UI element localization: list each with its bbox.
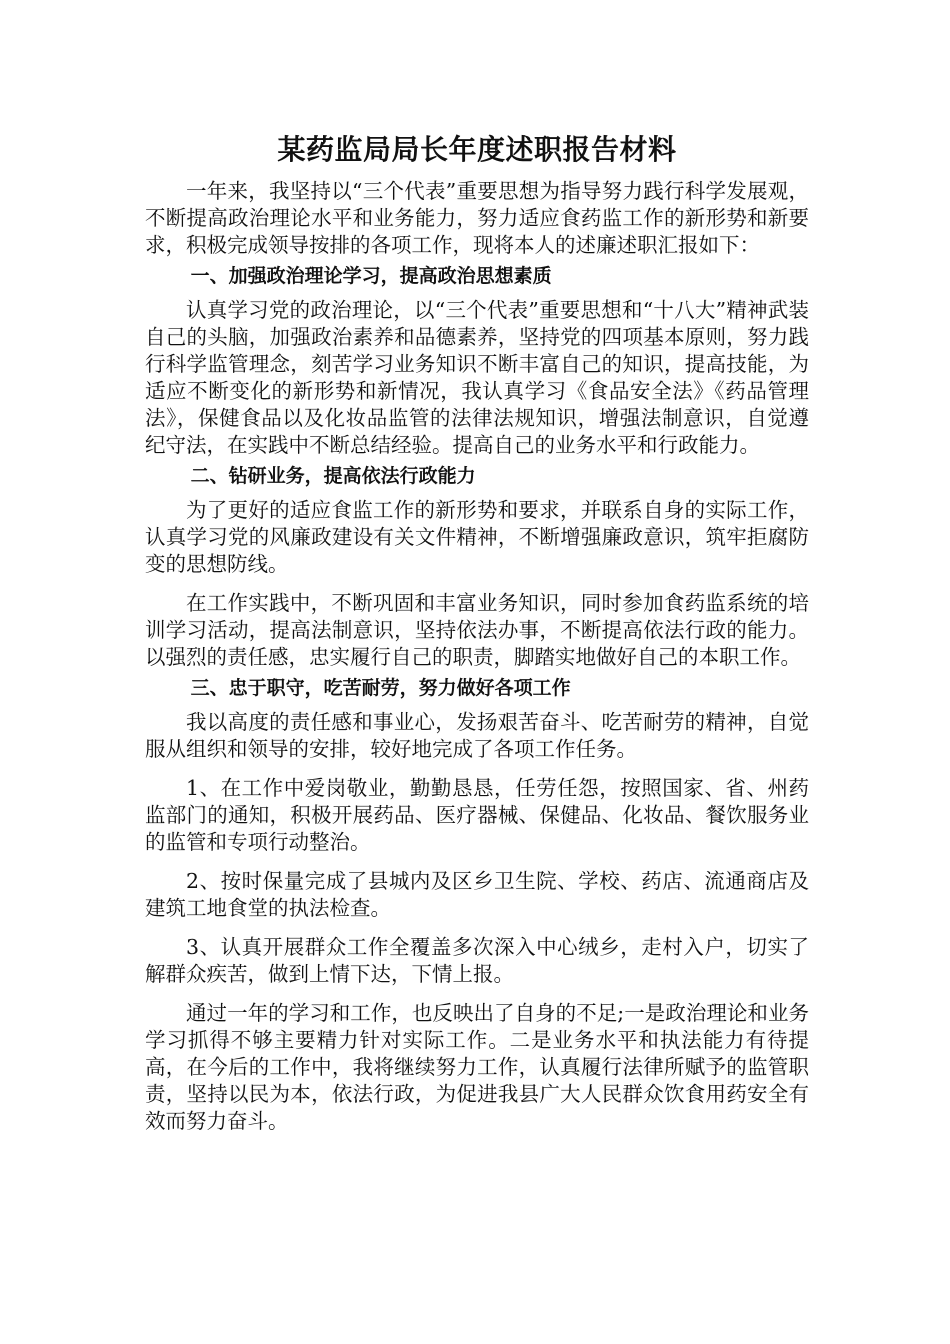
section-3-item-2: 2、按时保量完成了县城内及区乡卫生院、学校、药店、流通商店及建筑工地食堂的执法检查。	[145, 869, 809, 920]
section-1-heading: 一、加强政治理论学习，提高政治思想素质	[190, 265, 552, 287]
section-2-heading: 二、钻研业务，提高依法行政能力	[190, 465, 476, 487]
section-2-paragraph-1: 为了更好的适应食监工作的新形势和要求，并联系自身的实际工作，认真学习党的风廉政建设有关文件精神，不断增强廉政意识，筑牢拒腐防变的思想防线。	[145, 498, 809, 576]
section-3-item-1: 1、在工作中爱岗敬业，勤勤恳恳，任劳任怨，按照国家、省、州药监部门的通知，积极开展药品、医疗器械、保健品、化妆品、餐饮服务业的监管和专项行动整治。	[145, 776, 809, 854]
document-title: 某药监局局长年度述职报告材料	[277, 133, 677, 166]
conclusion-paragraph: 通过一年的学习和工作，也反映出了自身的不足;一是政治理论和业务学习抓得不够主要精力针对实际工作。二是业务水平和执法能力有待提高，在今后的工作中，我将继续努力工作，认真履行法律所赋予的监管职责，坚持以民为本，依法行政，为促进我县广大人民群众饮食用药安全有效而努力奋斗。	[145, 1001, 809, 1133]
intro-paragraph: 一年来，我坚持以“三个代表”重要思想为指导努力践行科学发展观，不断提高政治理论水平和业务能力，努力适应食药监工作的新形势和新要求，积极完成领导按排的各项工作，现将本人的述廉述职汇报如下：	[145, 179, 809, 257]
section-2-paragraph-2: 在工作实践中，不断巩固和丰富业务知识，同时参加食药监系统的培训学习活动，提高法制意识，坚持依法办事，不断提高依法行政的能力。以强烈的责任感，忠实履行自己的职责，脚踏实地做好自己的本职工作。	[145, 591, 809, 669]
section-3-heading: 三、忠于职守，吃苦耐劳，努力做好各项工作	[190, 677, 571, 699]
section-3-paragraph-1: 我以高度的责任感和事业心，发扬艰苦奋斗、吃苦耐劳的精神，自觉服从组织和领导的安排，较好地完成了各项工作任务。	[145, 710, 809, 761]
section-3-item-3: 3、认真开展群众工作全覆盖多次深入中心绒乡，走村入户，切实了解群众疾苦，做到上情下达，下情上报。	[145, 935, 809, 986]
section-1-paragraph-1: 认真学习党的政治理论，以“三个代表”重要思想和“十八大”精神武装自己的头脑，加强政治素养和品德素养，坚持党的四项基本原则，努力践行科学监管理念，刻苦学习业务知识不断丰富自己的知识，提高技能，为适应不断变化的新形势和新情况，我认真学习《食品安全法》《药品管理法》，保健食品以及化妆品监管的法律法规知识，增强法制意识，自觉遵纪守法，在实践中不断总结经验。提高自己的业务水平和行政能力。	[145, 298, 809, 457]
document-page	[145, 126, 809, 1135]
